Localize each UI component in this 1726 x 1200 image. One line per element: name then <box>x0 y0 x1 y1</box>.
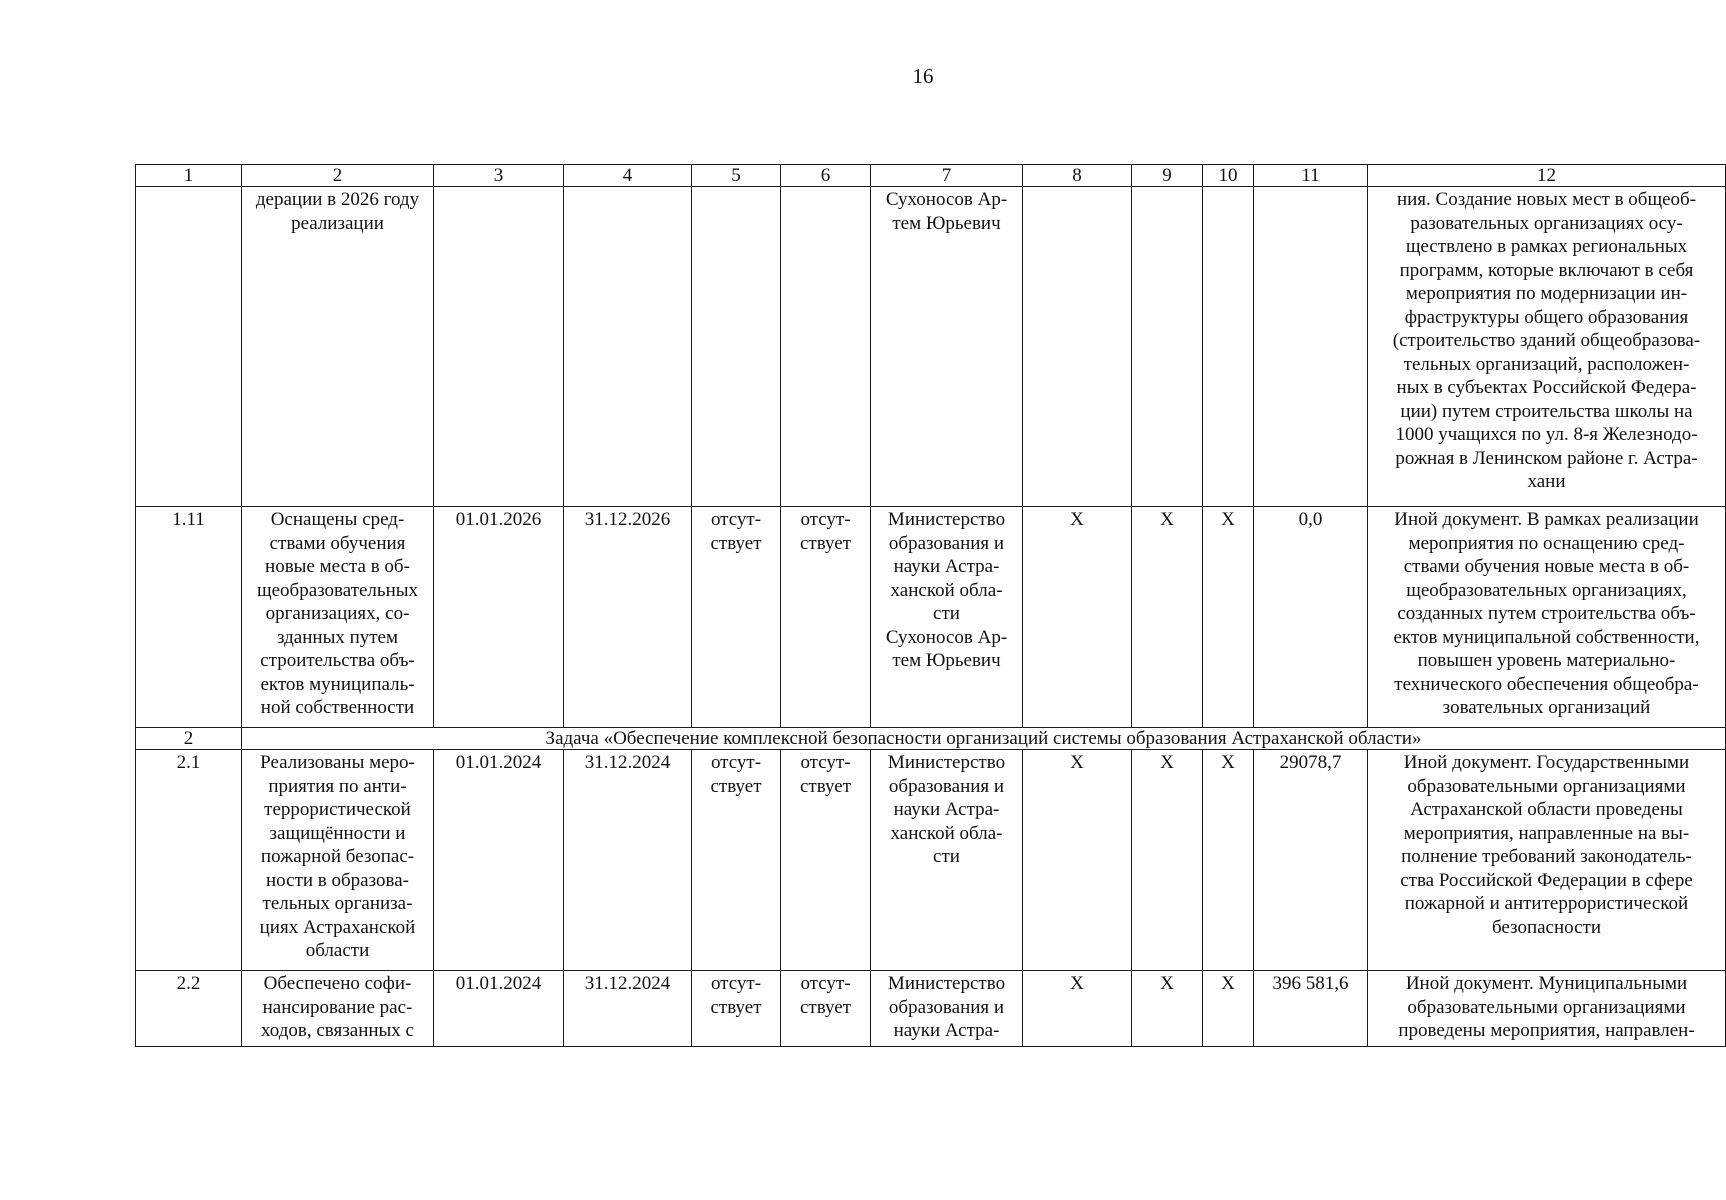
col-9: X <box>1132 971 1203 1047</box>
col-10: X <box>1203 750 1254 971</box>
table-row <box>136 971 1726 1047</box>
amount <box>1254 187 1368 507</box>
column-number: 12 <box>1368 165 1726 187</box>
result-name: дерации в 2026 году реализации <box>242 187 434 507</box>
column-number: 10 <box>1203 165 1254 187</box>
column-number: 1 <box>136 165 242 187</box>
col-5: отсут- ствует <box>692 507 781 728</box>
col-9: X <box>1132 507 1203 728</box>
col-8 <box>1023 187 1132 507</box>
table-row <box>136 750 1726 971</box>
start-date <box>434 187 564 507</box>
col-6: отсут- ствует <box>781 971 871 1047</box>
result-name: Оснащены сред- ствами обучения новые места в об- щеобразовательных организациях, со- зданных путем строительства объ- ектов муниципаль- ной собственности <box>242 507 434 728</box>
result-name: Обеспечено софи- нансирование рас- ходов, связанных с <box>242 971 434 1047</box>
column-number-row <box>136 165 1726 187</box>
column-number: 2 <box>242 165 434 187</box>
page-number: 16 <box>912 64 934 88</box>
task-number: 2 <box>136 728 242 750</box>
row-number: 2.2 <box>136 971 242 1047</box>
col-10 <box>1203 187 1254 507</box>
end-date: 31.12.2026 <box>564 507 692 728</box>
task-row <box>136 728 1726 750</box>
amount: 29078,7 <box>1254 750 1368 971</box>
column-number: 4 <box>564 165 692 187</box>
col-8: X <box>1023 971 1132 1047</box>
table-row <box>136 187 1726 507</box>
document-description: Иной документ. Государственными образовательными организациями Астраханской области проведены мероприятия, направленные на вы- полнение требований законодатель- ства Российской Федерации в сфере пожарной и антитеррористической безопасности <box>1368 750 1726 971</box>
end-date: 31.12.2024 <box>564 971 692 1047</box>
col-10: X <box>1203 971 1254 1047</box>
amount: 0,0 <box>1254 507 1368 728</box>
column-number: 11 <box>1254 165 1368 187</box>
column-number: 3 <box>434 165 564 187</box>
document-description: Иной документ. В рамках реализации мероприятия по оснащению сред- ствами обучения новые места в об- щеобразовательных организациях, созданных путем строительства объ- ектов муниципальной собственности, повышен уровень материально- технического обеспечения общеобра- зовательных организаций <box>1368 507 1726 728</box>
col-5 <box>692 187 781 507</box>
end-date <box>564 187 692 507</box>
column-number: 5 <box>692 165 781 187</box>
responsible: Министерство образования и науки Астра- <box>871 971 1023 1047</box>
col-6 <box>781 187 871 507</box>
responsible: Министерство образования и науки Астра- ханской обла- сти Сухоносов Ар- тем Юрьевич <box>871 507 1023 728</box>
responsible: Сухоносов Ар- тем Юрьевич <box>871 187 1023 507</box>
document-description: ния. Создание новых мест в общеоб- разовательных организациях осу- ществлено в рамках региональных программ, которые включают в себя мероприятия по модернизации ин- фраструктуры общего образования (строительство зданий общеобразова- тельных организаций, расположен- ных в субъектах Российской Федера- ции) путем строительства школы на 1000 учащихся по ул. 8-я Железнодо- рожная в Ленинском районе г. Астра- хани <box>1368 187 1726 507</box>
col-6: отсут- ствует <box>781 750 871 971</box>
start-date: 01.01.2026 <box>434 507 564 728</box>
col-8: X <box>1023 750 1132 971</box>
responsible: Министерство образования и науки Астра- ханской обла- сти <box>871 750 1023 971</box>
column-number: 9 <box>1132 165 1203 187</box>
start-date: 01.01.2024 <box>434 750 564 971</box>
col-6: отсут- ствует <box>781 507 871 728</box>
result-name: Реализованы меро- приятия по анти- террористической защищённости и пожарной безопас- ности в образова- тельных организа- циях Астраханской области <box>242 750 434 971</box>
task-title: Задача «Обеспечение комплексной безопасности организаций системы образования Астраханской области» <box>242 728 1726 750</box>
col-10: X <box>1203 507 1254 728</box>
row-number: 1.11 <box>136 507 242 728</box>
column-number: 7 <box>871 165 1023 187</box>
col-5: отсут- ствует <box>692 750 781 971</box>
table-row <box>136 507 1726 728</box>
row-number: 2.1 <box>136 750 242 971</box>
col-8: X <box>1023 507 1132 728</box>
column-number: 6 <box>781 165 871 187</box>
document-description: Иной документ. Муниципальными образовательными организациями проведены мероприятия, направлен- <box>1368 971 1726 1047</box>
row-number <box>136 187 242 507</box>
activities-table <box>135 164 1726 1047</box>
col-9 <box>1132 187 1203 507</box>
col-9: X <box>1132 750 1203 971</box>
column-number: 8 <box>1023 165 1132 187</box>
start-date: 01.01.2024 <box>434 971 564 1047</box>
col-5: отсут- ствует <box>692 971 781 1047</box>
end-date: 31.12.2024 <box>564 750 692 971</box>
amount: 396 581,6 <box>1254 971 1368 1047</box>
